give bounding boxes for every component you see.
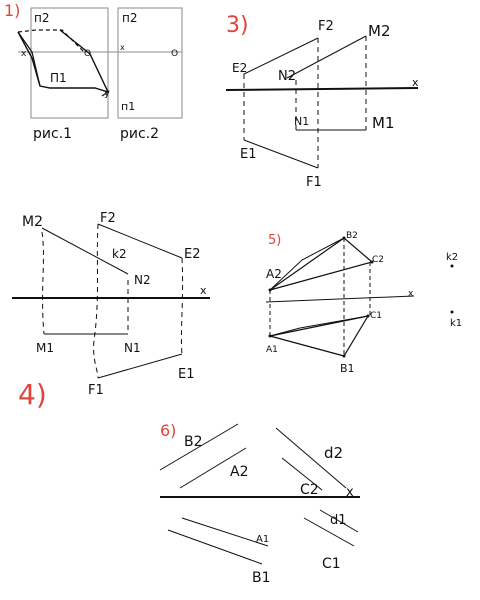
fig2-caption: рис.2	[120, 126, 160, 142]
fig1-x-label: x	[21, 49, 27, 59]
problem-5	[266, 231, 462, 375]
label-C2: C2	[300, 482, 319, 498]
problem-3-x-axis	[226, 88, 418, 90]
label-F2: F2	[318, 19, 334, 34]
problem-6-number: 6)	[160, 421, 177, 440]
label-A2: A2	[266, 267, 282, 281]
label-N1: N1	[124, 341, 141, 355]
label-D1: d1	[330, 513, 347, 528]
problem-1-number: 1)	[4, 1, 21, 20]
triangle-front	[270, 238, 372, 290]
label-A1: A1	[256, 534, 270, 545]
label-B2: B2	[346, 231, 358, 241]
label-C2: C2	[372, 255, 385, 265]
problem-4	[12, 211, 210, 411]
label-K2: k2	[446, 252, 459, 263]
label-F1: F1	[88, 383, 104, 398]
problem-4-number: 4)	[18, 378, 47, 411]
fig1-plane-h-label: П1	[50, 71, 67, 85]
fig2-x-label: x	[120, 43, 125, 52]
label-N1: N1	[294, 115, 310, 128]
label-C1: C1	[370, 311, 383, 321]
segment-FE-top	[98, 354, 182, 378]
problem-3-number: 3)	[226, 13, 249, 38]
label-A1: A1	[266, 345, 278, 355]
fig1-caption: рис.1	[33, 126, 73, 142]
problem-4-axis-label: x	[200, 284, 207, 297]
label-C1: C1	[322, 556, 341, 572]
label-F2: F2	[100, 211, 116, 226]
label-M1: M1	[36, 341, 54, 355]
label-B1: B1	[252, 570, 271, 586]
problem-5-x-axis	[266, 296, 414, 302]
fig2-p2-label: п2	[122, 11, 138, 25]
label-K1: k1	[450, 318, 463, 329]
label-N2: N2	[278, 69, 296, 84]
problem-5-number: 5)	[268, 233, 282, 248]
label-M1: M1	[372, 114, 395, 132]
point-A1	[269, 335, 272, 338]
label-M2: M2	[22, 214, 43, 230]
point-B1	[343, 355, 346, 358]
fig2-p1-label: п1	[121, 100, 136, 113]
fig1-y-label: y	[104, 88, 110, 99]
problem-3	[226, 13, 419, 190]
triangle-top	[270, 316, 368, 356]
point-K2	[451, 265, 454, 268]
fig1-p2-label: п2	[34, 11, 50, 25]
label-E2: E2	[184, 247, 201, 262]
problem-6-axis-label: x	[346, 485, 354, 500]
point-A2	[269, 289, 272, 292]
label-E2: E2	[232, 61, 248, 75]
problem-1	[4, 1, 182, 142]
segment-NM-front	[287, 36, 366, 78]
point-K1	[451, 311, 454, 314]
label-B1: B1	[340, 362, 355, 375]
label-D2: d2	[324, 444, 344, 462]
segment-FE-front	[98, 224, 182, 258]
label-E1: E1	[240, 147, 257, 162]
label-F1: F1	[306, 175, 322, 190]
link-M	[42, 232, 44, 334]
problem-6	[160, 421, 360, 586]
label-K2: k2	[112, 247, 127, 261]
problem-5-axis-label: x	[408, 289, 414, 299]
problem-3-axis-label: x	[412, 76, 419, 89]
label-A2: A2	[230, 464, 249, 480]
label-B2: B2	[184, 434, 203, 450]
link-E	[181, 258, 182, 354]
fig1-origin-label: O	[84, 49, 92, 59]
label-M2: M2	[368, 22, 391, 40]
line-b1	[168, 530, 262, 564]
label-E1: E1	[178, 367, 195, 382]
link-F	[94, 224, 98, 378]
label-N2: N2	[134, 273, 151, 287]
fig2-origin-label: O	[171, 49, 179, 59]
